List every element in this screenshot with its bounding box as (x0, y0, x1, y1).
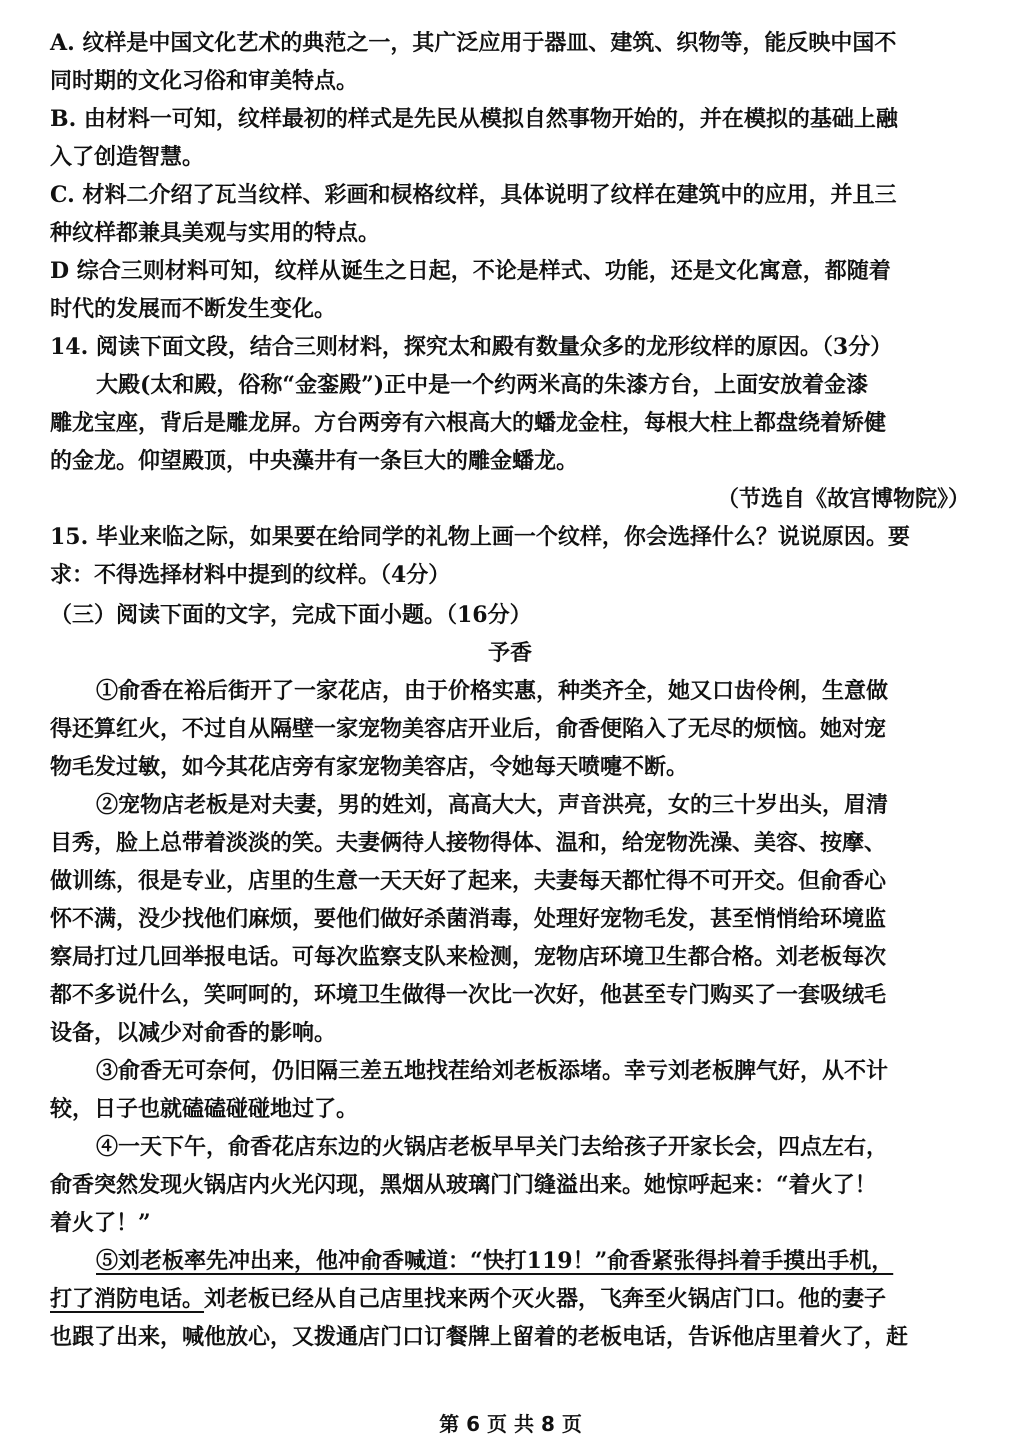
option-a-line2: 同时期的文化习俗和审美特点。 (50, 68, 359, 94)
story-p2-line: 察局打过几回举报电话。可每次监察支队来检测，宠物店环境卫生都合格。刘老板每次 (50, 944, 887, 970)
excerpt-source: （节选自《故宫博物院》） (716, 486, 970, 512)
story-p5-underlined-phrase: 打了消防电话。 (50, 1286, 205, 1312)
option-d-line1: D 综合三则材料可知，纹样从诞生之日起，不论是样式、功能，还是文化寓意，都随着 (50, 258, 891, 284)
option-b-line2: 入了创造智慧。 (50, 144, 205, 170)
question-14-text: 14. 阅读下面文段，结合三则材料，探究太和殿有数量众多的龙形纹样的原因。（3分） (50, 334, 893, 360)
story-p4-line: 着火了！” (50, 1210, 151, 1236)
story-p4-line: ④一天下午，俞香花店东边的火锅店老板早早关门去给孩子开家长会，四点左右， (96, 1134, 889, 1160)
story-p5-line2 (50, 1280, 970, 1318)
option-d-line2: 时代的发展而不断发生变化。 (50, 296, 337, 322)
story-p2-line: ②宠物店老板是对夫妻，男的姓刘，高高大大，声音洪亮，女的三十岁出头，眉清 (96, 792, 889, 818)
option-c-line1: C. 材料二介绍了瓦当纹样、彩画和棂格纹样，具体说明了纹样在建筑中的应用，并且三 (50, 182, 897, 208)
story-p5-line3: 也跟了出来，喊他放心，又拨通店门口订餐牌上留着的老板电话，告诉他店里着火了，赶 (50, 1324, 909, 1350)
section-3-header (50, 596, 970, 672)
story-p2-line: 设备，以减少对俞香的影响。 (50, 1020, 337, 1046)
story-p1-line: 物毛发过敏，如今其花店旁有家宠物美容店，令她每天喷嚏不断。 (50, 754, 689, 780)
section-3-heading: （三）阅读下面的文字，完成下面小题。（16分） (50, 602, 532, 628)
story-body (50, 672, 970, 1356)
option-c-line2: 种纹样都兼具美观与实用的特点。 (50, 220, 381, 246)
story-p1-line: ①俞香在裕后街开了一家花店，由于价格实惠，种类齐全，她又口齿伶俐，生意做 (96, 678, 889, 704)
story-p2-line: 做训练，很是专业，店里的生意一天天好了起来，夫妻每天都忙得不可开交。但俞香心 (50, 868, 887, 894)
story-p1-line: 得还算红火，不过自从隔壁一家宠物美容店开业后，俞香便陷入了无尽的烦恼。她对宠 (50, 716, 887, 742)
excerpt-line: 的金龙。仰望殿顶，中央藻井有一条巨大的雕金蟠龙。 (50, 448, 579, 474)
story-p2-line: 目秀，脸上总带着淡淡的笑。夫妻俩待人接物得体、温和，给宠物洗澡、美容、按摩、 (50, 830, 887, 856)
page-footer: 第 6 页 共 8 页 (439, 1412, 582, 1436)
story-p5-line2-rest: 刘老板已经从自己店里找来两个灭火器，飞奔至火锅店门口。他的妻子 (204, 1286, 887, 1312)
option-b-line1: B. 由材料一可知，纹样最初的样式是先民从模拟自然事物开始的，并在模拟的基础上融 (50, 106, 898, 132)
question-15 (50, 518, 970, 594)
option-a-line1: A. 纹样是中国文化艺术的典范之一，其广泛应用于器皿、建筑、织物等，能反映中国不 (50, 30, 897, 56)
question-15-line1: 15. 毕业来临之际，如果要在给同学的礼物上画一个纹样，你会选择什么？说说原因。要 (50, 524, 910, 550)
story-title: 予香 (487, 640, 532, 666)
excerpt-line: 雕龙宝座，背后是雕龙屏。方台两旁有六根高大的蟠龙金柱，每根大柱上都盘绕着矫健 (50, 410, 887, 436)
story-p3-line: 较，日子也就磕磕碰碰地过了。 (50, 1096, 359, 1122)
story-p4-line: 俞香突然发现火锅店内火光闪现，黑烟从玻璃门门缝溢出来。她惊呼起来：“着火了！ (50, 1172, 877, 1198)
story-p3-line: ③俞香无可奈何，仍旧隔三差五地找茬给刘老板添堵。幸亏刘老板脾气好，从不计 (96, 1058, 889, 1084)
story-p2-line: 怀不满，没少找他们麻烦，要他们做好杀菌消毒，处理好宠物毛发，甚至悄悄给环境监 (50, 906, 887, 932)
excerpt-line: 大殿(太和殿，俗称“金銮殿”)正中是一个约两米高的朱漆方台，上面安放着金漆 (96, 372, 869, 398)
question-15-line2: 求：不得选择材料中提到的纹样。（4分） (50, 562, 451, 588)
answer-options (50, 24, 970, 328)
story-p2-line: 都不多说什么，笑呵呵的，环境卫生做得一次比一次好，他甚至专门购买了一套吸绒毛 (50, 982, 887, 1008)
question-14 (50, 328, 970, 518)
story-p5-line1-underlined: ⑤刘老板率先冲出来，他冲俞香喊道：“快打119！”俞香紧张得抖着手摸出手机， (96, 1248, 894, 1274)
